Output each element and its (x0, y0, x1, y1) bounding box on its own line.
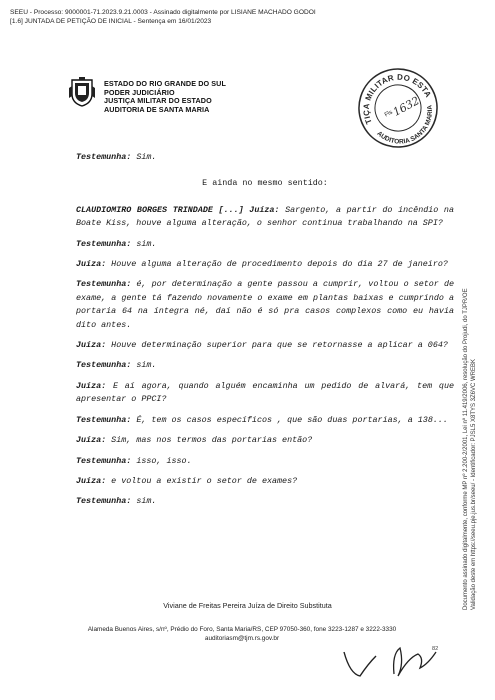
transcript-line (76, 495, 454, 508)
side-notice-line-2: Validação deste em https://seeu.pje.jus.br/seeu/ - Identificador: PJSL5 X8TYS 3Z6VC WREBK (471, 358, 477, 610)
speech-text: sim. (131, 360, 157, 371)
svg-text:Fls: Fls (383, 109, 394, 119)
transcript-opening (76, 204, 454, 231)
transcript-line (76, 339, 454, 352)
speaker-label: Testemunha: (76, 279, 132, 290)
transcript-line (76, 258, 454, 271)
side-validation-notice (462, 70, 492, 610)
transcript-line (76, 380, 454, 407)
speech-text: é, por determinação a gente passou a cumprir, voltou o setor de exame, a gente tá fazendo novamente o exame em plantas baixas e cumprindo a portaria 64 na íntegra né, daí não é só pra casos complexos como eu havia dito antes. (76, 279, 454, 330)
transcript-first-line (76, 151, 454, 164)
transcript-line (76, 434, 454, 447)
svg-text:1632: 1632 (390, 94, 422, 119)
letterhead-state: ESTADO DO RIO GRANDE DO SUL (104, 79, 226, 88)
signature-header-line-1: SEEU - Processo: 9000001-71.2023.9.21.0003 - Assinado digitalmente por LISIANE MACHADO GODOI (10, 9, 316, 16)
speaker-label: Testemunha: (76, 360, 132, 371)
judge-signature-line: Viviane de Freitas Pereira Juíza de Direito Substituta (163, 601, 332, 610)
transcript-line (76, 475, 454, 488)
testimony-transcript (76, 151, 454, 509)
state-coat-of-arms-icon (68, 76, 96, 108)
speaker-label: Testemunha: (76, 414, 132, 425)
svg-text:AUDITORIA SANTA MARIA: AUDITORIA SANTA MARIA (375, 104, 434, 146)
speech-text: Sim. (131, 152, 157, 162)
speech-text: isso, isso. (131, 455, 192, 466)
side-notice-line-1: Documento assinado digitalmente, conforme MP nº 2.200-2/2001, Lei nº 11.419/2006, resolução do Projudi, do TJPR/OE (463, 288, 469, 610)
speech-text: Houve alguma alteração de procedimento depois do dia 27 de janeiro? (106, 259, 448, 270)
transcript-line (76, 359, 454, 372)
speech-text: sim. (131, 238, 157, 249)
court-address: Alameda Buenos Aires, s/nº, Prédio do Foro, Santa Maria/RS, CEP 97050-360, fone 3223-1287 e 3222-3330 (87, 626, 397, 633)
speech-text: Sargento, a partir do incêndio na Boate Kiss, houve alguma alteração, o senhor continua trabalhando na SPI? (76, 204, 454, 229)
speech-text: É, tem os casos específicos , que são duas portarias, a 138... (131, 414, 448, 425)
speech-text: e voltou a existir o setor de exames? (106, 475, 298, 486)
speaker-label: Testemunha: (76, 152, 132, 162)
speaker-label: Juíza: (76, 475, 107, 486)
handwritten-initials-icon (338, 634, 448, 684)
speaker-label: Testemunha: (76, 496, 132, 507)
speaker-label: Juíza: (76, 340, 107, 351)
letterhead-power: PODER JUDICIÁRIO (104, 87, 175, 97)
signature-header-line-2: [1.6] JUNTADA DE PETIÇÃO DE INICIAL - Sentença em 16/01/2023 (10, 18, 212, 25)
speech-text: E aí agora, quando alguém encaminha um pedido de alvará, tem que apresentar o PPCI? (76, 380, 454, 405)
court-stamp-seal (356, 66, 440, 150)
interlude-line: E ainda no mesmo sentido: (202, 178, 328, 189)
svg-text:JUSTIÇA MILITAR DO ESTADO: JUSTIÇA MILITAR DO ESTADO (361, 72, 433, 126)
digital-signature-header (10, 8, 390, 26)
letterhead-auditoria: AUDITORIA DE SANTA MARIA (104, 104, 210, 114)
speech-text: Houve determinação superior para que se retornasse a aplicar a 064? (106, 340, 448, 351)
transcript-line (76, 414, 454, 427)
court-email: auditoriasm@tjm.rs.gov.br (204, 635, 280, 642)
speaker-label: CLAUDIOMIRO BORGES TRINDADE [...] Juíza: (76, 204, 280, 215)
page-number: 82 (432, 646, 439, 652)
transcript-line (76, 455, 454, 468)
transcript-line (76, 278, 454, 332)
letterhead-court: JUSTIÇA MILITAR DO ESTADO (104, 96, 212, 106)
speaker-label: Testemunha: (76, 455, 132, 466)
speaker-label: Testemunha: (76, 238, 132, 249)
speech-text: sim. (131, 496, 157, 507)
transcript-line (76, 238, 454, 251)
speech-text: Sim, mas nos termos das portarias então? (106, 435, 313, 446)
speaker-label: Juíza: (76, 380, 107, 391)
speaker-label: Juíza: (76, 435, 107, 446)
speaker-label: Juíza: (76, 259, 107, 270)
court-letterhead (104, 80, 226, 114)
